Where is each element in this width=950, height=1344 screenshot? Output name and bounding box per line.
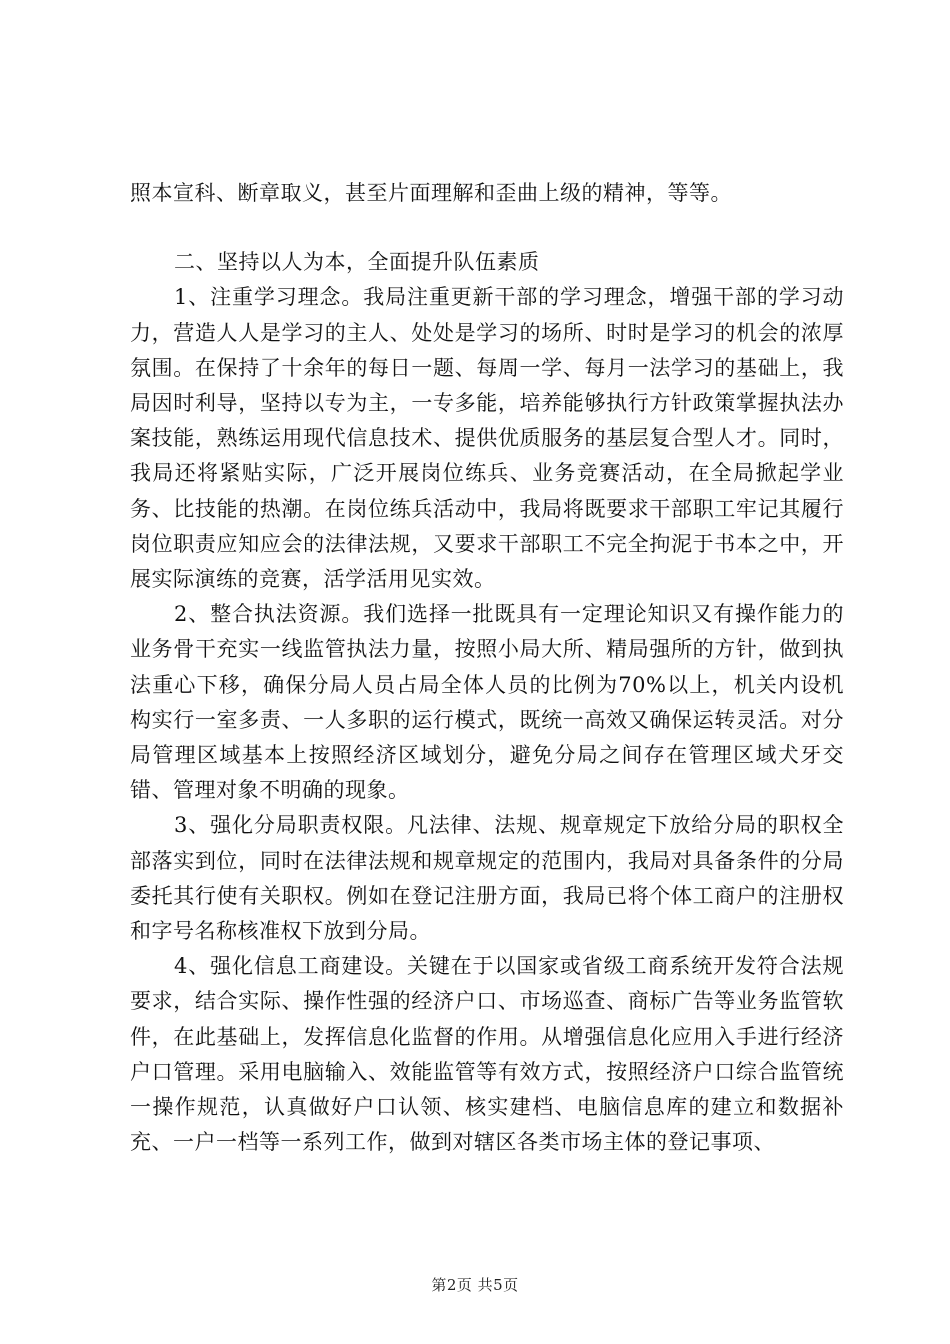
page-number-footer: 第2页 共5页: [431, 1276, 519, 1294]
section-heading: 二、坚持以人为本，全面提升队伍素质: [174, 250, 540, 275]
paragraph-law-enforcement-resources: 2、整合执法资源。我们选择一批既具有一定理论知识又有操作能力的业务骨干充实一线监管执法力量，按照小局大所、精局强所的方针，做到执法重心下移，确保分局人员占局全体人员的比例为70%以上，机关内设机构实行一室多责、一人多职的运行模式，既统一高效又确保运转灵活。对分局管理区域基本上按照经济区域划分，避免分局之间存在管理区域犬牙交错、管理对象不明确的现象。: [130, 602, 844, 803]
paragraph-continuation: 照本宣科、断章取义，甚至片面理解和歪曲上级的精神，等等。: [130, 181, 732, 205]
document-body: [130, 176, 844, 1160]
paragraph-information-construction: 4、强化信息工商建设。关键在于以国家或省级工商系统开发符合法规要求，结合实际、操作性强的经济户口、市场巡查、商标广告等业务监管软件，在此基础上，发挥信息化监督的作用。从增强信息化应用入手进行经济户口管理。采用电脑输入、效能监管等有效方式，按照经济户口综合监管统一操作规范，认真做好户口认领、核实建档、电脑信息库的建立和数据补充、一户一档等一系列工作，做到对辖区各类市场主体的登记事项、: [130, 954, 844, 1155]
paragraph-branch-authority: 3、强化分局职责权限。凡法律、法规、规章规定下放给分局的职权全部落实到位，同时在法律法规和规章规定的范围内，我局对具备条件的分局委托其行使有关职权。例如在登记注册方面，我局已将个体工商户的注册权和字号名称核准权下放到分局。: [130, 813, 844, 944]
paragraph-learning-concept: 1、注重学习理念。我局注重更新干部的学习理念，增强干部的学习动力，营造人人是学习的主人、处处是学习的场所、时时是学习的机会的浓厚氛围。在保持了十余年的每日一题、每周一学、每月一法学习的基础上，我局因时利导，坚持以专为主，一专多能，培养能够执行方针政策掌握执法办案技能，熟练运用现代信息技术、提供优质服务的基层复合型人才。同时，我局还将紧贴实际，广泛开展岗位练兵、业务竞赛活动，在全局掀起学业务、比技能的热潮。在岗位练兵活动中，我局将既要求干部职工牢记其履行岗位职责应知应会的法律法规，又要求干部职工不完全拘泥于书本之中，开展实际演练的竞赛，活学活用见实效。: [130, 285, 844, 592]
